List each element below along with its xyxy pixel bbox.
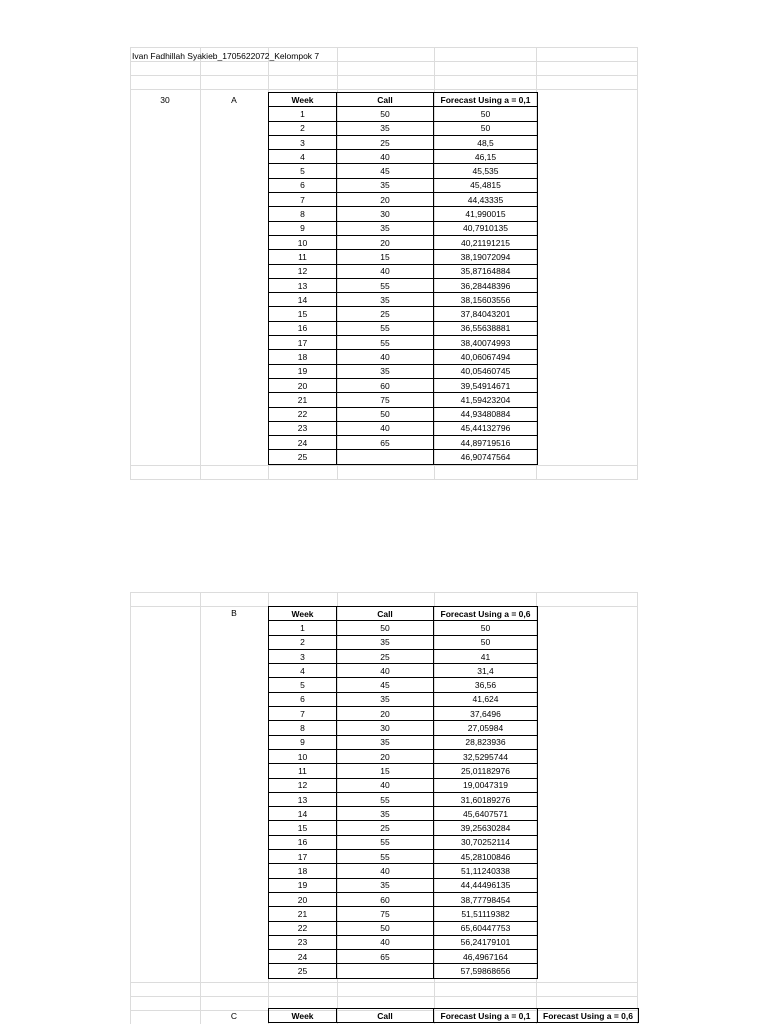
cell-forecast[interactable]: 38,19072094: [434, 250, 538, 264]
table-row: [269, 692, 538, 706]
table-row: [269, 907, 538, 921]
cell-week[interactable]: 17: [269, 336, 337, 350]
table-row: [269, 221, 538, 235]
cell-call[interactable]: 75: [337, 907, 434, 921]
cell-forecast[interactable]: 45,6407571: [434, 807, 538, 821]
cell-call[interactable]: 35: [337, 364, 434, 378]
cell-week[interactable]: 23: [269, 421, 337, 435]
cell-call[interactable]: 40: [337, 350, 434, 364]
cell-call[interactable]: 20: [337, 193, 434, 207]
cell-forecast[interactable]: 41,59423204: [434, 393, 538, 407]
table-row: [269, 336, 538, 350]
cell-week[interactable]: 25: [269, 450, 337, 464]
table-row: [269, 678, 538, 692]
cell-week[interactable]: 15: [269, 307, 337, 321]
column-header-week: Week: [269, 607, 337, 621]
section-label-b: B: [231, 608, 237, 618]
cell-forecast[interactable]: 40,21191215: [434, 235, 538, 249]
cell-call[interactable]: 25: [337, 135, 434, 149]
section-number: 30: [160, 95, 170, 105]
table-row: [269, 835, 538, 849]
cell-call[interactable]: 40: [337, 864, 434, 878]
cell-forecast[interactable]: 45,44132796: [434, 421, 538, 435]
cell-forecast[interactable]: 56,24179101: [434, 935, 538, 949]
table-row: [269, 935, 538, 949]
cell-forecast[interactable]: 27,05984: [434, 721, 538, 735]
cell-call[interactable]: 60: [337, 892, 434, 906]
cell-call[interactable]: 25: [337, 307, 434, 321]
table-row: [269, 735, 538, 749]
cell-week[interactable]: 16: [269, 321, 337, 335]
cell-week[interactable]: 24: [269, 950, 337, 964]
forecast-table-c: [268, 1008, 639, 1023]
cell-call[interactable]: 55: [337, 792, 434, 806]
table-row: [269, 421, 538, 435]
cell-call[interactable]: 40: [337, 778, 434, 792]
cell-call[interactable]: 40: [337, 935, 434, 949]
cell-week[interactable]: 20: [269, 892, 337, 906]
table-row: [269, 792, 538, 806]
cell-forecast[interactable]: 48,5: [434, 135, 538, 149]
table-row: [269, 164, 538, 178]
table-row: [269, 436, 538, 450]
cell-call[interactable]: 40: [337, 264, 434, 278]
cell-forecast[interactable]: 50: [434, 621, 538, 635]
table-row: [269, 664, 538, 678]
table-row: [269, 321, 538, 335]
cell-week[interactable]: 23: [269, 935, 337, 949]
cell-week[interactable]: 13: [269, 792, 337, 806]
cell-call[interactable]: 55: [337, 835, 434, 849]
cell-week[interactable]: 9: [269, 735, 337, 749]
cell-call[interactable]: 65: [337, 436, 434, 450]
cell-week[interactable]: 16: [269, 835, 337, 849]
table-row: [269, 649, 538, 663]
cell-forecast[interactable]: 41,990015: [434, 207, 538, 221]
cell-call[interactable]: 25: [337, 649, 434, 663]
cell-call[interactable]: 50: [337, 621, 434, 635]
table-row: [269, 264, 538, 278]
cell-week[interactable]: 7: [269, 707, 337, 721]
cell-week[interactable]: 2: [269, 121, 337, 135]
cell-forecast[interactable]: 41,624: [434, 692, 538, 706]
cell-call[interactable]: 35: [337, 178, 434, 192]
cell-call[interactable]: 55: [337, 278, 434, 292]
table-row: [269, 721, 538, 735]
table-row: [269, 407, 538, 421]
cell-forecast[interactable]: 40,7910135: [434, 221, 538, 235]
cell-week[interactable]: 17: [269, 850, 337, 864]
section-label-a: A: [231, 95, 237, 105]
cell-week[interactable]: 1: [269, 107, 337, 121]
cell-call[interactable]: 35: [337, 635, 434, 649]
table-row: [269, 950, 538, 964]
cell-week[interactable]: 14: [269, 807, 337, 821]
column-header-forecast: Forecast Using a = 0,1: [434, 93, 538, 107]
cell-forecast[interactable]: 50: [434, 107, 538, 121]
cell-call[interactable]: 35: [337, 293, 434, 307]
table-row: [269, 350, 538, 364]
cell-week[interactable]: 3: [269, 649, 337, 663]
cell-forecast[interactable]: 39,54914671: [434, 378, 538, 392]
cell-week[interactable]: 6: [269, 692, 337, 706]
cell-forecast[interactable]: 45,4815: [434, 178, 538, 192]
table-row: [269, 135, 538, 149]
cell-call[interactable]: 30: [337, 207, 434, 221]
table-row: [269, 621, 538, 635]
table-header-row: [269, 1009, 639, 1023]
cell-week[interactable]: 19: [269, 878, 337, 892]
forecast-table-a: [268, 92, 538, 465]
column-header-call: Call: [337, 607, 434, 621]
cell-week[interactable]: 11: [269, 250, 337, 264]
cell-call[interactable]: [337, 964, 434, 978]
cell-call[interactable]: 15: [337, 764, 434, 778]
cell-forecast[interactable]: 19,0047319: [434, 778, 538, 792]
cell-week[interactable]: 13: [269, 278, 337, 292]
cell-week[interactable]: 11: [269, 764, 337, 778]
table-row: [269, 235, 538, 249]
cell-call[interactable]: 20: [337, 707, 434, 721]
cell-forecast[interactable]: 44,43335: [434, 193, 538, 207]
table-row: [269, 293, 538, 307]
table-row: [269, 378, 538, 392]
table-row: [269, 307, 538, 321]
cell-call[interactable]: 20: [337, 235, 434, 249]
cell-forecast[interactable]: 50: [434, 121, 538, 135]
cell-forecast[interactable]: 31,4: [434, 664, 538, 678]
cell-forecast[interactable]: 46,90747564: [434, 450, 538, 464]
cell-forecast[interactable]: 46,15: [434, 150, 538, 164]
column-header-call: Call: [337, 1009, 434, 1023]
cell-call[interactable]: 60: [337, 378, 434, 392]
cell-call[interactable]: 35: [337, 878, 434, 892]
table-row: [269, 207, 538, 221]
cell-week[interactable]: 18: [269, 350, 337, 364]
cell-week[interactable]: 14: [269, 293, 337, 307]
cell-call[interactable]: 65: [337, 950, 434, 964]
cell-forecast[interactable]: 40,05460745: [434, 364, 538, 378]
table-row: [269, 278, 538, 292]
cell-week[interactable]: 9: [269, 221, 337, 235]
cell-week[interactable]: 4: [269, 664, 337, 678]
cell-call[interactable]: 35: [337, 121, 434, 135]
cell-week[interactable]: 12: [269, 778, 337, 792]
table-row: [269, 807, 538, 821]
table-row: [269, 921, 538, 935]
cell-forecast[interactable]: 45,28100846: [434, 850, 538, 864]
table-row: [269, 635, 538, 649]
cell-forecast[interactable]: 38,15603556: [434, 293, 538, 307]
cell-call[interactable]: 30: [337, 721, 434, 735]
column-header-forecast-06: Forecast Using a = 0,6: [538, 1009, 639, 1023]
table-row: [269, 964, 538, 978]
table-row: [269, 150, 538, 164]
cell-forecast[interactable]: 41: [434, 649, 538, 663]
cell-week[interactable]: 12: [269, 264, 337, 278]
cell-forecast[interactable]: 38,77798454: [434, 892, 538, 906]
cell-call[interactable]: 45: [337, 678, 434, 692]
cell-week[interactable]: 2: [269, 635, 337, 649]
column-header-week: Week: [269, 93, 337, 107]
cell-week[interactable]: 15: [269, 821, 337, 835]
cell-forecast[interactable]: 44,44496135: [434, 878, 538, 892]
cell-forecast[interactable]: 65,60447753: [434, 921, 538, 935]
cell-forecast[interactable]: 51,51119382: [434, 907, 538, 921]
cell-week[interactable]: 6: [269, 178, 337, 192]
cell-call[interactable]: 20: [337, 749, 434, 763]
sheet-title: Ivan Fadhillah Syakieb_1705622072_Kelompok 7: [132, 51, 320, 61]
cell-call[interactable]: 50: [337, 921, 434, 935]
cell-call[interactable]: 35: [337, 692, 434, 706]
cell-week[interactable]: 21: [269, 393, 337, 407]
cell-forecast[interactable]: 32,5295744: [434, 749, 538, 763]
cell-call[interactable]: 45: [337, 164, 434, 178]
table-row: [269, 821, 538, 835]
cell-week[interactable]: 20: [269, 378, 337, 392]
cell-forecast[interactable]: 36,28448396: [434, 278, 538, 292]
table-row: [269, 707, 538, 721]
cell-week[interactable]: 5: [269, 164, 337, 178]
cell-forecast[interactable]: 44,93480884: [434, 407, 538, 421]
cell-forecast[interactable]: 50: [434, 635, 538, 649]
cell-week[interactable]: 19: [269, 364, 337, 378]
cell-forecast[interactable]: 30,70252114: [434, 835, 538, 849]
table-row: [269, 107, 538, 121]
cell-week[interactable]: 10: [269, 749, 337, 763]
cell-week[interactable]: 24: [269, 436, 337, 450]
table-row: [269, 178, 538, 192]
cell-forecast[interactable]: 51,11240338: [434, 864, 538, 878]
table-row: [269, 878, 538, 892]
cell-call[interactable]: 40: [337, 664, 434, 678]
cell-forecast[interactable]: 31,60189276: [434, 792, 538, 806]
column-header-forecast: Forecast Using a = 0,6: [434, 607, 538, 621]
cell-call[interactable]: 75: [337, 393, 434, 407]
table-row: [269, 250, 538, 264]
table-row: [269, 121, 538, 135]
table-header-row: [269, 93, 538, 107]
table-header-row: [269, 607, 538, 621]
cell-forecast[interactable]: 36,55638881: [434, 321, 538, 335]
cell-week[interactable]: 21: [269, 907, 337, 921]
table-row: [269, 778, 538, 792]
cell-forecast[interactable]: 37,84043201: [434, 307, 538, 321]
column-header-forecast-01: Forecast Using a = 0,1: [434, 1009, 538, 1023]
cell-week[interactable]: 7: [269, 193, 337, 207]
cell-week[interactable]: 10: [269, 235, 337, 249]
cell-call[interactable]: 25: [337, 821, 434, 835]
cell-forecast[interactable]: 44,89719516: [434, 436, 538, 450]
table-row: [269, 393, 538, 407]
forecast-table-b: [268, 606, 538, 979]
cell-call[interactable]: 15: [337, 250, 434, 264]
cell-week[interactable]: 8: [269, 207, 337, 221]
table-row: [269, 749, 538, 763]
table-row: [269, 450, 538, 464]
cell-week[interactable]: 18: [269, 864, 337, 878]
cell-forecast[interactable]: 25,01182976: [434, 764, 538, 778]
cell-forecast[interactable]: 35,87164884: [434, 264, 538, 278]
cell-call[interactable]: [337, 450, 434, 464]
cell-call[interactable]: 35: [337, 735, 434, 749]
table-row: [269, 850, 538, 864]
table-row: [269, 193, 538, 207]
table-row: [269, 864, 538, 878]
cell-week[interactable]: 8: [269, 721, 337, 735]
cell-forecast[interactable]: 40,06067494: [434, 350, 538, 364]
cell-forecast[interactable]: 28,823936: [434, 735, 538, 749]
cell-call[interactable]: 55: [337, 321, 434, 335]
cell-forecast[interactable]: 37,6496: [434, 707, 538, 721]
cell-week[interactable]: 1: [269, 621, 337, 635]
cell-forecast[interactable]: 57,59868656: [434, 964, 538, 978]
cell-forecast[interactable]: 39,25630284: [434, 821, 538, 835]
cell-week[interactable]: 5: [269, 678, 337, 692]
table-row: [269, 764, 538, 778]
cell-call[interactable]: 40: [337, 150, 434, 164]
cell-week[interactable]: 22: [269, 407, 337, 421]
cell-week[interactable]: 3: [269, 135, 337, 149]
table-row: [269, 892, 538, 906]
cell-call[interactable]: 40: [337, 421, 434, 435]
cell-call[interactable]: 35: [337, 807, 434, 821]
column-header-week: Week: [269, 1009, 337, 1023]
table-row: [269, 364, 538, 378]
column-header-call: Call: [337, 93, 434, 107]
cell-week[interactable]: 4: [269, 150, 337, 164]
section-label-c: C: [230, 1011, 238, 1021]
cell-forecast[interactable]: 45,535: [434, 164, 538, 178]
cell-call[interactable]: 35: [337, 221, 434, 235]
cell-forecast[interactable]: 46,4967164: [434, 950, 538, 964]
cell-call[interactable]: 50: [337, 107, 434, 121]
cell-week[interactable]: 22: [269, 921, 337, 935]
cell-call[interactable]: 55: [337, 336, 434, 350]
cell-call[interactable]: 55: [337, 850, 434, 864]
cell-forecast[interactable]: 36,56: [434, 678, 538, 692]
cell-week[interactable]: 25: [269, 964, 337, 978]
cell-call[interactable]: 50: [337, 407, 434, 421]
cell-forecast[interactable]: 38,40074993: [434, 336, 538, 350]
